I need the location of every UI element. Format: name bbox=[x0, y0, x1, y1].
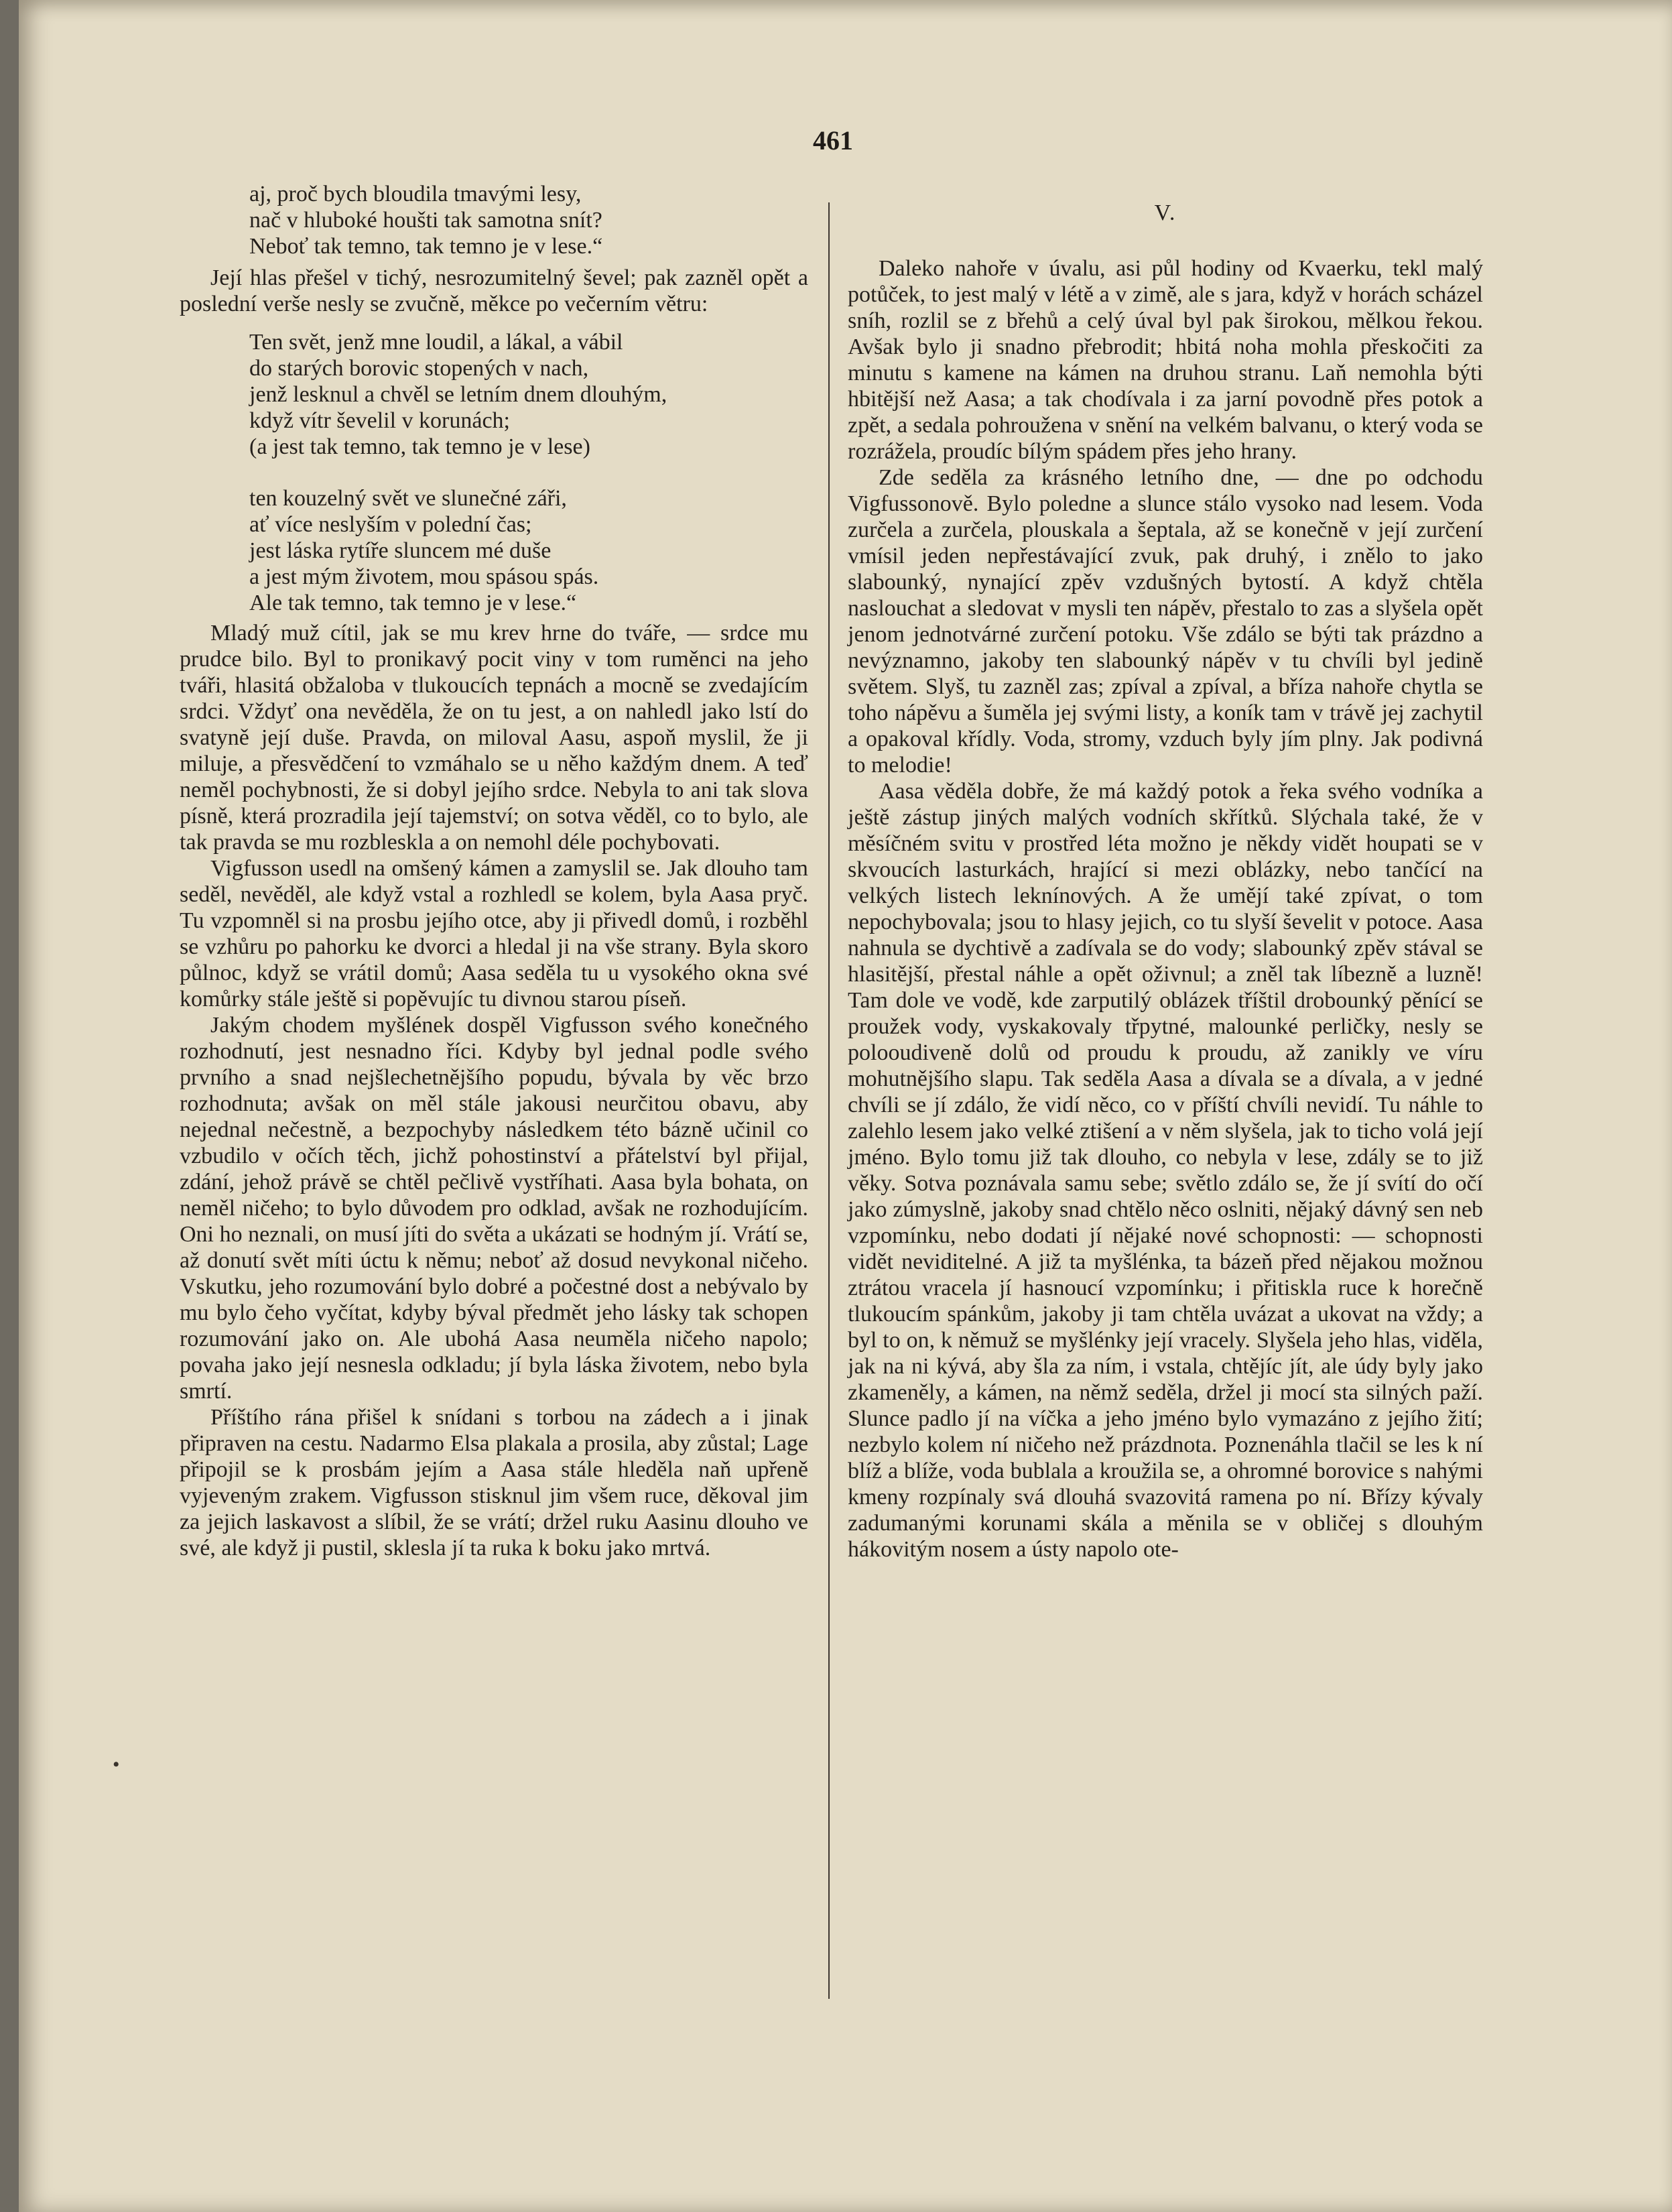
left-column bbox=[180, 181, 808, 1561]
page-number: 461 bbox=[813, 125, 853, 156]
book-page bbox=[19, 0, 1672, 2212]
verse-line: jest láska rytíře sluncem mé duše bbox=[249, 538, 552, 563]
verse-line: ten kouzelný svět ve slunečné záři, bbox=[249, 486, 567, 511]
paragraph: Příštího rána přišel k snídani s torbou na zádech a i jinak připraven na cestu. Nadarmo Elsa plakala a prosila, aby zůstal; Lage připojil se k prosbám jejím a Aasa stále hleděla naň upřeně vyjeveným zrakem. Vigfusson stisknul jim všem ruce, děkoval jim za jejich laskavost a slíbil, že se vrátí; držel ruku Aasinu dlouho ve své, ale když ji pustil, sklesla jí ta ruka k boku jako mrtvá. bbox=[180, 1405, 808, 1560]
verse-line: jenž lesknul a chvěl se letním dnem dlouhým, bbox=[249, 382, 667, 407]
right-column bbox=[848, 181, 1483, 1562]
column-divider bbox=[828, 202, 830, 1999]
verse-stanza-1 bbox=[180, 329, 808, 460]
paragraph: Její hlas přešel v tichý, nesrozumitelný ševel; pak zazněl opět a poslední verše nesly se zvučně, měkce po večerním větru: bbox=[180, 265, 808, 316]
verse-line: Ale tak temno, tak temno je v lese.“ bbox=[249, 591, 577, 615]
margin-mark: • bbox=[113, 1754, 120, 1776]
verse-line: do starých borovic stopených v nach, bbox=[249, 356, 589, 381]
paragraph: Daleko nahoře v úvalu, asi půl hodiny od Kvaerku, tekl malý potůček, to jest malý v létě a v zimě, ale s jara, když v horách scházel sníh, rozlil se z břehů a celý úval byl pak širokou, mělkou řekou. Avšak bylo ji snadno přebrodit; hbitá noha mohla přeskočiti za minutu s kamene na kámen na druhou stranu. Laň nemohla býti hbitější než Aasa; a tak chodívala i za jarní povodně přes potok a zpět, a sedala pohroužena v snění na velkém balvanu, o který voda se rozrážela, proudíc bílým spádem přes jeho hrany. bbox=[848, 256, 1483, 464]
verse-top bbox=[180, 181, 808, 259]
verse-line: (a jest tak temno, tak temno je v lese) bbox=[249, 434, 590, 459]
verse-line: a jest mým životem, mou spásou spás. bbox=[249, 564, 599, 589]
verse-line: ať více neslyším v polední čas; bbox=[249, 512, 532, 537]
chapter-heading: V. bbox=[1154, 200, 1177, 225]
paragraph: Aasa věděla dobře, že má každý potok a řeka svého vodníka a ještě zástup jiných malých vodních skřítků. Slýchala také, že v měsíčném svitu v prostřed léta možno je někdy vidět houpati se v skvoucích lasturkách, hrající si mezi oblázky, nebo tančící na velkých listech leknínových. A že umějí také zpívat, o tom nepochybovala; jsou to hlasy jejich, co tu slyší ševelit v potoce. Aasa nahnula se dychtivě a zadívala se do vody; slabounký zpěv stával se hlasitější, přestal náhle a opět oživnul; a zněl tak líbezně a luzně! Tam dole ve vodě, kde zarputilý oblázek tříštil drobounký pěnící se proužek vody, vyskakovaly třpytné, malounké perličky, nesly se polooudiveně dolů od proudu k proudu, až zanikly ve víru mohutnějšího slapu. Tak seděla Aasa a dívala se a dívala, a v jedné chvíli se jí zdálo, že vidí něco, co v příští chvíli nevidí. Tu náhle to zalehlo lesem jako velké ztišení a v něm slyšela, jak to ticho volá její jméno. Bylo tomu již tak dlouho, co nebyla v lese, zdály se to již věky. Sotva poznávala samu sebe; světlo zdálo se, že jí svítí do očí jako zúmyslně, jakoby snad chtělo něco oslniti, nějaký dávný sen neb vzpomínku, nebo dodati jí nějaké nové schopnosti: — schopnosti vidět neviditelné. A již ta myšlénka, ta bázeň před nějakou možnou ztrátou vracela jí hasnoucí vzpomínku; i přitiskla ruce k horečně tlukoucím spánkům, jakoby ji tam chtěla uvázat a ukovat na vždy; a byl to on, k němuž se myšlénky její vracely. Slyšela jeho hlas, viděla, jak na ni kývá, aby šla za ním, i vstala, chtějíc jít, ale údy byly jako zkameněly, a kámen, na němž seděla, držel ji mocí sta silných paží. Slunce padlo jí na víčka a jeho jméno bylo vymazáno z jejího žití; nezbylo kolem ní ničeho než prázdnota. Poznenáhla tlačil se les k ní blíž a blíže, voda bublala a kroužila se, a ohromné borovice s nahými kmeny rozpínaly svá dlouhá svazovitá ramena po ní. Břízy kývaly zadumanými korunami skála a měnila se v obličej s dlouhým hákovitým nosem a ústy napolo ote- bbox=[848, 779, 1483, 1562]
verse-line: když vítr ševelil v korunách; bbox=[249, 408, 511, 433]
verse-line: Neboť tak temno, tak temno je v lese.“ bbox=[249, 234, 603, 259]
paragraph: Vigfusson usedl na omšený kámen a zamyslil se. Jak dlouho tam seděl, nevěděl, ale když vstal a rozhledl se kolem, byla Aasa pryč. Tu vzpomněl si na prosbu jejího otce, aby ji přivedl domů, i rozběhl se vzhůru po pahorku ke dvorci a hledal ji na vše strany. Byla skoro půlnoc, když se vrátil domů; Aasa seděla tu u vysokého okna své komůrky stále ještě si popěvujíc tu divnou starou píseň. bbox=[180, 856, 808, 1011]
verse-stanza-2 bbox=[180, 485, 808, 616]
paragraph: Zde seděla za krásného letního dne, — dne po odchodu Vigfussonově. Bylo poledne a slunce stálo vysoko nad lesem. Voda zurčela a zurčela, plouskala a šeptala, až se konečně v její zurčení vmísil jeden nepřestávající zvuk, pak druhý, i znělo to jako slabounký, nynající zpěv vzdušných bytostí. A když chtěla naslouchat a sledovat v mysli ten nápěv, přestalo to zas a slyšela opět jenom jednotvárné zurčení potoku. Vše zdálo se býti tak prázdno a nevýznamno, jakoby ten slabounký nápěv v tu chvíli byl jedině světem. Slyš, tu zazněl zas; zpíval a zpíval, a bříza nahoře chytla se toho nápěvu a šuměla jej svými listy, a koník tam v trávě jej zachytil a opakoval křídly. Voda, stromy, vzduch byly jím plny. Jak podivná to melodie! bbox=[848, 465, 1483, 778]
paragraph: Jakým chodem myšlének dospěl Vigfusson svého konečného rozhodnutí, jest nesnadno říci. Kdyby byl jednal podle svého prvního a snad nejšlechetnějšího popudu, bývala by věc brzo rozhodnuta; avšak on měl stále jakousi neurčitou obavu, aby nejednal nečestně, a bezpochyby následkem této bázně učinil co vzbudilo v očích těch, jichž pohostinství a přátelství byl přijal, zdání, jehož právě se chtěl pečlivě vystříhati. Aasa byla bohata, on neměl ničeho; to bylo důvodem pro odklad, avšak ne rozhodujícím. Oni ho neznali, on musí jíti do světa a ukázati se hodným jí. Vrátí se, až donutí svět míti úctu k němu; neboť až dosud nevykonal ničeho. Vskutku, jeho rozumování bylo dobré a počestné dost a nebývalo by mu bylo čeho vyčítat, kdyby býval předmět jeho lásky tak schopen rozumování jako on. Ale ubohá Aasa neuměla ničeho napolo; povaha jako její nesnesla odkladu; jí byla láska životem, nebo byla smrtí. bbox=[180, 1013, 808, 1404]
paragraph: Mladý muž cítil, jak se mu krev hrne do tváře, — srdce mu prudce bilo. Byl to pronikavý pocit viny v tom ruměnci na jeho tváři, hlasitá obžaloba v tlukoucích tepnách a mocně se zvedajícím srdci. Vždyť ona nevěděla, že on tu jest, a on nahledl jako lstí do svatyně její duše. Pravda, on miloval Aasu, aspoň myslil, že ji miluje, a přesvědčení to vzmáhalo se u něho každým dnem. A teď neměl pochybnosti, že si dobyl jejího srdce. Nebyla to ani tak slova písně, která prozradila její tajemství; on sotva věděl, co to bylo, ale tak pravda se mu rozbleskla a on nemohl déle pochybovati. bbox=[180, 621, 808, 855]
verse-line: Ten svět, jenž mne loudil, a lákal, a vábil bbox=[249, 330, 623, 355]
verse-line: nač v hluboké houšti tak samotna snít? bbox=[249, 208, 602, 233]
verse-line: aj, proč bych bloudila tmavými lesy, bbox=[249, 182, 582, 206]
